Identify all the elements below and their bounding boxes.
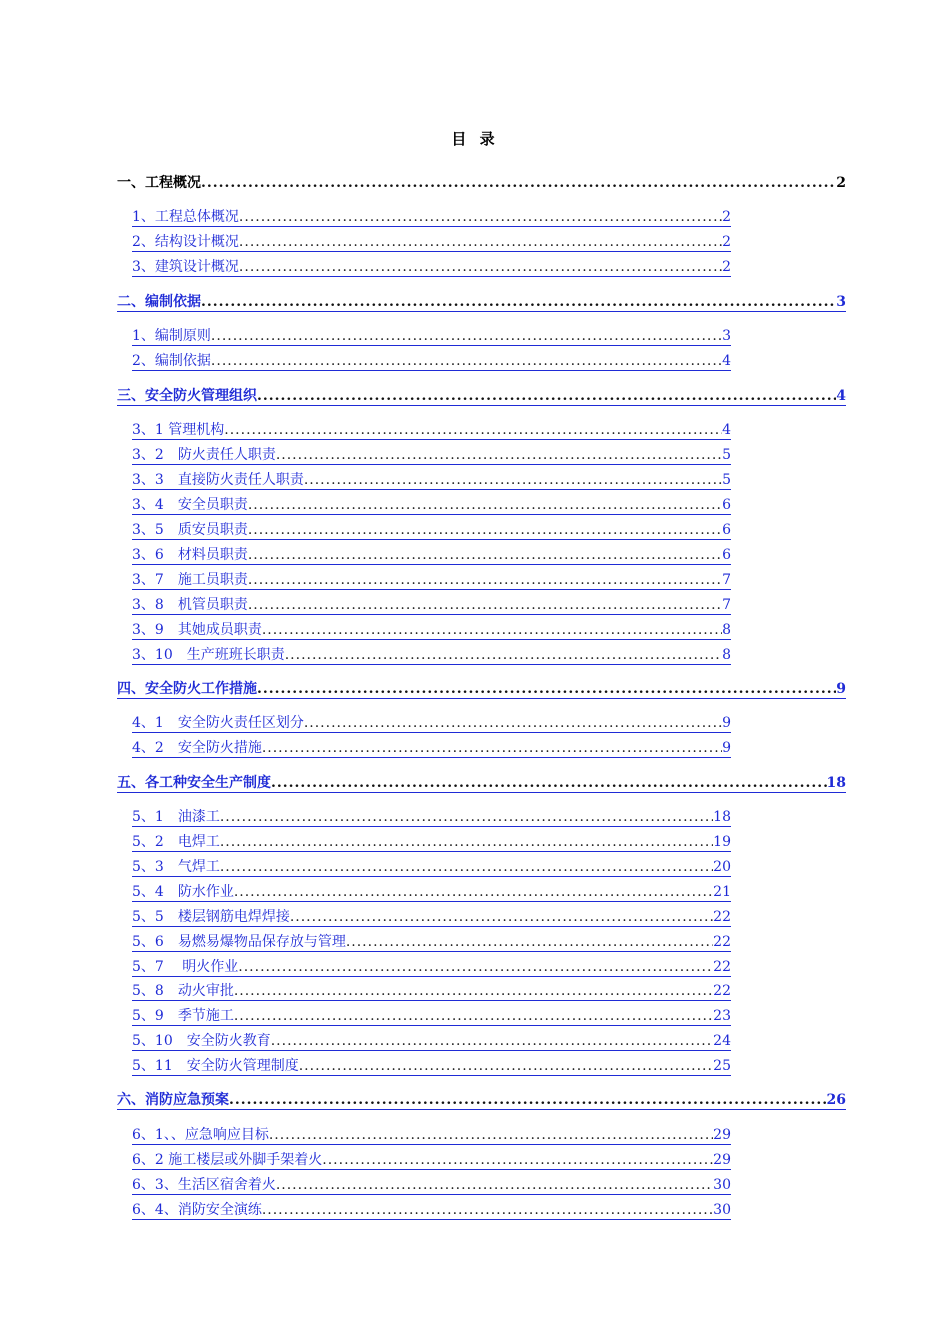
toc-dot-leader bbox=[322, 1151, 713, 1169]
toc-dot-leader bbox=[271, 774, 827, 792]
toc-dot-leader bbox=[239, 258, 722, 276]
toc-page-number: 5 bbox=[722, 472, 731, 488]
toc-dot-leader bbox=[290, 908, 713, 926]
toc-subsection-entry[interactable] bbox=[132, 596, 731, 615]
toc-subsection-entry[interactable] bbox=[132, 258, 731, 277]
toc-entry-label: 2、编制依据 bbox=[132, 353, 211, 369]
toc-subsection-entry[interactable] bbox=[132, 982, 731, 1001]
toc-page-number: 29 bbox=[713, 1127, 731, 1143]
toc-dot-leader bbox=[201, 293, 836, 311]
toc-subsection-entry[interactable] bbox=[132, 471, 731, 490]
toc-page-number: 4 bbox=[722, 422, 731, 438]
toc-dot-leader bbox=[239, 233, 722, 251]
toc-entry-label: 5、11 安全防火管理制度 bbox=[132, 1058, 299, 1074]
toc-subsection-entry[interactable] bbox=[132, 958, 731, 977]
toc-page-number: 25 bbox=[713, 1058, 731, 1074]
toc-dot-leader bbox=[234, 1007, 713, 1025]
toc-entry-label: 3、4 安全员职责 bbox=[132, 497, 248, 513]
toc-entry-label: 3、3 直接防火责任人职责 bbox=[132, 472, 304, 488]
toc-entry-label: 一、工程概况 bbox=[117, 175, 201, 191]
toc-subsection-entry[interactable] bbox=[132, 521, 731, 540]
toc-page-number: 6 bbox=[722, 522, 731, 538]
toc-subsection-entry[interactable] bbox=[132, 1057, 731, 1076]
toc-dot-leader bbox=[304, 471, 722, 489]
toc-entry-label: 5、7 明火作业 bbox=[132, 959, 239, 975]
toc-entry-label: 六、消防应急预案 bbox=[117, 1092, 229, 1108]
toc-subsection-entry[interactable] bbox=[132, 1151, 731, 1170]
toc-subsection-entry[interactable] bbox=[132, 808, 731, 827]
toc-subsection-entry[interactable] bbox=[132, 1032, 731, 1051]
toc-section-entry[interactable] bbox=[117, 680, 846, 699]
toc-entry-label: 5、9 季节施工 bbox=[132, 1008, 234, 1024]
toc-entry-label: 6、2 施工楼层或外脚手架着火 bbox=[132, 1152, 323, 1168]
toc-page-number: 18 bbox=[826, 775, 846, 791]
toc-entry-label: 3、8 机管员职责 bbox=[132, 597, 248, 613]
toc-dot-leader bbox=[229, 1091, 827, 1109]
toc-entry-label: 三、安全防火管理组织 bbox=[117, 388, 257, 404]
toc-entry-label: 4、1 安全防火责任区划分 bbox=[132, 715, 304, 731]
toc-page-number: 30 bbox=[713, 1202, 731, 1218]
toc-page-number: 22 bbox=[713, 909, 731, 925]
toc-dot-leader bbox=[304, 714, 722, 732]
toc-dot-leader bbox=[262, 621, 722, 639]
toc-subsection-entry[interactable] bbox=[132, 571, 731, 590]
toc-page-number: 9 bbox=[722, 740, 731, 756]
toc-section-entry[interactable] bbox=[117, 293, 846, 312]
toc-dot-leader bbox=[201, 174, 836, 192]
toc-dot-leader bbox=[211, 352, 722, 370]
toc-page-number: 6 bbox=[722, 547, 731, 563]
toc-page-number: 4 bbox=[722, 353, 731, 369]
toc-subsection-entry[interactable] bbox=[132, 233, 731, 252]
toc-entry-label: 5、3 气焊工 bbox=[132, 859, 220, 875]
toc-subsection-entry[interactable] bbox=[132, 327, 731, 346]
toc-dot-leader bbox=[248, 596, 722, 614]
toc-subsection-entry[interactable] bbox=[132, 1126, 731, 1145]
toc-dot-leader bbox=[234, 883, 713, 901]
toc-dot-leader bbox=[262, 1201, 713, 1219]
toc-page-number: 24 bbox=[713, 1033, 731, 1049]
toc-entry-label: 3、2 防火责任人职责 bbox=[132, 447, 276, 463]
toc-page-number: 29 bbox=[713, 1152, 731, 1168]
toc-dot-leader bbox=[220, 808, 713, 826]
toc-dot-leader bbox=[248, 571, 722, 589]
toc-dot-leader bbox=[299, 1057, 713, 1075]
toc-subsection-entry[interactable] bbox=[132, 1007, 731, 1026]
toc-subsection-entry[interactable] bbox=[132, 546, 731, 565]
toc-entry-label: 3、10 生产班班长职责 bbox=[132, 647, 285, 663]
toc-entry-label: 3、1 管理机构 bbox=[132, 422, 225, 438]
toc-subsection-entry[interactable] bbox=[132, 446, 731, 465]
toc-entry-label: 5、2 电焊工 bbox=[132, 834, 220, 850]
toc-page-number: 2 bbox=[722, 259, 731, 275]
toc-page-number: 6 bbox=[722, 497, 731, 513]
toc-entry-label: 3、5 质安员职责 bbox=[132, 522, 248, 538]
toc-dot-leader bbox=[276, 446, 722, 464]
toc-dot-leader bbox=[239, 208, 722, 226]
toc-entry-label: 5、4 防水作业 bbox=[132, 884, 234, 900]
toc-page-number: 7 bbox=[722, 597, 731, 613]
toc-subsection-entry[interactable] bbox=[132, 646, 731, 665]
toc-subsection-entry[interactable] bbox=[132, 833, 731, 852]
toc-dot-leader bbox=[257, 680, 836, 698]
toc-subsection-entry[interactable] bbox=[132, 714, 731, 733]
toc-page-number: 8 bbox=[722, 647, 731, 663]
toc-page-number: 22 bbox=[713, 959, 731, 975]
toc-dot-leader bbox=[234, 982, 713, 1000]
toc-page-number: 22 bbox=[713, 983, 731, 999]
toc-entry-label: 6、1、、应急响应目标 bbox=[132, 1127, 269, 1143]
toc-page-number: 5 bbox=[722, 447, 731, 463]
toc-dot-leader bbox=[257, 387, 836, 405]
toc-dot-leader bbox=[271, 1032, 713, 1050]
toc-subsection-entry[interactable] bbox=[132, 621, 731, 640]
toc-subsection-entry[interactable] bbox=[132, 496, 731, 515]
toc-dot-leader bbox=[276, 1176, 713, 1194]
toc-dot-leader bbox=[248, 521, 722, 539]
toc-dot-leader bbox=[285, 646, 722, 664]
toc-section-entry[interactable] bbox=[117, 387, 846, 406]
toc-subsection-entry[interactable] bbox=[132, 908, 731, 927]
toc-page-number: 8 bbox=[722, 622, 731, 638]
toc-subsection-entry[interactable] bbox=[132, 883, 731, 902]
toc-entry-label: 五、各工种安全生产制度 bbox=[117, 775, 271, 791]
toc-entry-label: 3、7 施工员职责 bbox=[132, 572, 248, 588]
toc-entry-label: 4、2 安全防火措施 bbox=[132, 740, 262, 756]
toc-subsection-entry[interactable] bbox=[132, 208, 731, 227]
toc-page-number: 23 bbox=[713, 1008, 731, 1024]
toc-page-number: 30 bbox=[713, 1177, 731, 1193]
toc-dot-leader bbox=[224, 421, 722, 439]
toc-entry-label: 6、4、消防安全演练 bbox=[132, 1202, 262, 1218]
toc-section-entry[interactable] bbox=[117, 774, 846, 793]
toc-entry-label: 5、5 楼层钢筋电焊焊接 bbox=[132, 909, 290, 925]
page-title: 目 录 bbox=[451, 130, 499, 148]
toc-entry-label: 3、9 其她成员职责 bbox=[132, 622, 262, 638]
toc-entry-label: 3、建筑设计概况 bbox=[132, 259, 239, 275]
toc-page-number: 4 bbox=[836, 388, 846, 404]
toc-subsection-entry[interactable] bbox=[132, 1176, 731, 1195]
toc-dot-leader bbox=[346, 933, 713, 951]
toc-entry-label: 1、工程总体概况 bbox=[132, 209, 239, 225]
toc-subsection-entry[interactable] bbox=[132, 421, 731, 440]
toc-subsection-entry[interactable] bbox=[132, 858, 731, 877]
toc-entry-label: 6、3、生活区宿舍着火 bbox=[132, 1177, 276, 1193]
toc-subsection-entry[interactable] bbox=[132, 1201, 731, 1220]
toc-entry-label: 四、安全防火工作措施 bbox=[117, 681, 257, 697]
toc-entry-label: 5、10 安全防火教育 bbox=[132, 1033, 271, 1049]
toc-dot-leader bbox=[220, 833, 713, 851]
toc-subsection-entry[interactable] bbox=[132, 933, 731, 952]
toc-page-number: 2 bbox=[722, 209, 731, 225]
toc-entry-label: 5、6 易燃易爆物品保存放与管理 bbox=[132, 934, 346, 950]
toc-entry-label: 5、8 动火审批 bbox=[132, 983, 234, 999]
toc-section-entry[interactable] bbox=[117, 174, 846, 192]
toc-page-number: 22 bbox=[713, 934, 731, 950]
toc-entry-label: 5、1 油漆工 bbox=[132, 809, 220, 825]
toc-page-number: 26 bbox=[826, 1092, 846, 1108]
toc-entry-label: 1、编制原则 bbox=[132, 328, 211, 344]
toc-entry-label: 2、结构设计概况 bbox=[132, 234, 239, 250]
toc-entry-label: 二、编制依据 bbox=[117, 294, 201, 310]
toc-page-number: 19 bbox=[713, 834, 731, 850]
toc-page-number: 2 bbox=[836, 175, 846, 191]
toc-dot-leader bbox=[211, 327, 722, 345]
toc-page-number: 2 bbox=[722, 234, 731, 250]
toc-page-number: 20 bbox=[713, 859, 731, 875]
toc-page-number: 9 bbox=[836, 681, 846, 697]
toc-page-number: 7 bbox=[722, 572, 731, 588]
toc-dot-leader bbox=[262, 739, 722, 757]
toc-dot-leader bbox=[238, 958, 713, 976]
toc-dot-leader bbox=[269, 1126, 713, 1144]
toc-page-number: 9 bbox=[722, 715, 731, 731]
toc-page-number: 18 bbox=[713, 809, 731, 825]
toc-page-number: 3 bbox=[836, 294, 846, 310]
toc-dot-leader bbox=[248, 496, 722, 514]
toc-dot-leader bbox=[248, 546, 722, 564]
toc-subsection-entry[interactable] bbox=[132, 739, 731, 758]
toc-page-number: 21 bbox=[713, 884, 731, 900]
toc-section-entry[interactable] bbox=[117, 1091, 846, 1110]
toc-page-number: 3 bbox=[722, 328, 731, 344]
toc-subsection-entry[interactable] bbox=[132, 352, 731, 371]
toc-entry-label: 3、6 材料员职责 bbox=[132, 547, 248, 563]
toc-dot-leader bbox=[220, 858, 713, 876]
